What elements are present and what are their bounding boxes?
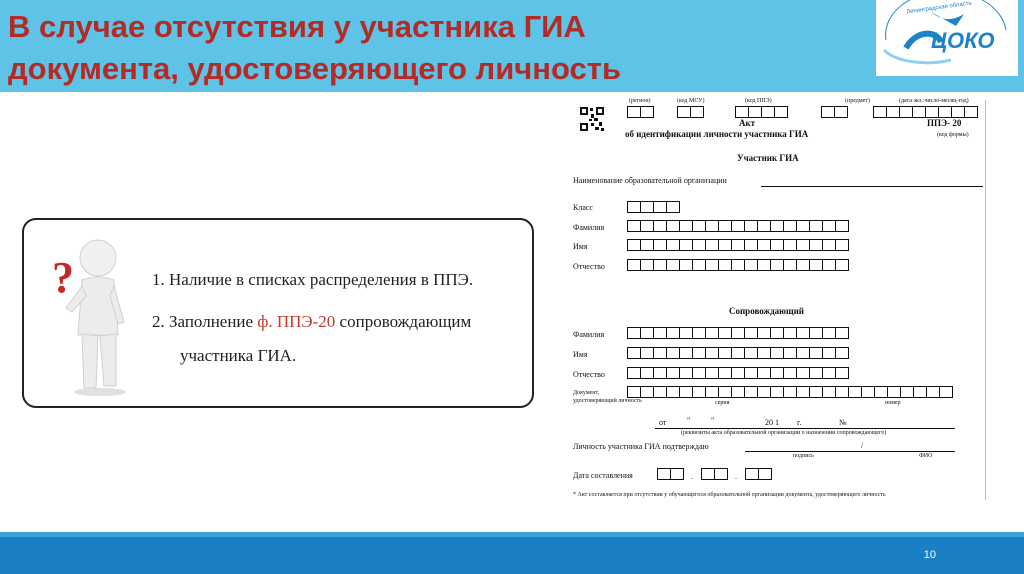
list-item-2-prefix: 2. Заполнение [152,312,258,331]
surname-boxes [627,220,848,232]
subject-label: (предмет) [845,98,870,104]
msu-boxes [677,106,703,118]
form-reference-link: ф. ППЭ-20 [257,312,336,331]
thinking-figure-icon [46,230,126,400]
msu-label: (код МСУ) [677,98,705,104]
escort-patronymic-boxes [627,367,848,379]
surname-label: Фамилия [573,223,605,232]
subject-boxes [821,106,847,118]
class-boxes [627,201,679,213]
slide-title [8,6,621,90]
logo-arc-text: Ленинградская область [905,0,972,16]
region-label: (регион) [629,98,651,104]
requisites-note: (реквизиты акта образовательной организации о назначении сопровождающего) [681,430,887,436]
title-line-1: В случае отсутствия у участника ГИА [8,9,586,44]
form-code: ППЭ- 20 [927,118,962,128]
sign-label: подпись [793,453,814,459]
ppe20-form [555,96,987,516]
date-dot-1: . [691,472,693,481]
list-item-2 [152,312,471,332]
exam-date-boxes [873,106,977,118]
form-edge [985,100,986,500]
patronymic-label: Отчество [573,262,605,271]
list-item-2-line2: участника ГИА. [180,346,297,365]
org-label: Наименование образовательной организации [573,176,727,185]
act-number-label: № [839,418,847,427]
participant-section-title: Участник ГИА [737,153,799,163]
svg-text:?: ? [52,253,74,302]
escort-name-label: Имя [573,350,588,359]
class-label: Класс [573,203,593,212]
quote-open: " [687,416,691,425]
title-line-2: документа, удостоверяющего личность [8,51,622,86]
footer-bar [0,532,1024,574]
region-boxes [627,106,653,118]
slash: / [861,441,864,450]
confirm-line [745,451,955,452]
name-label: Имя [573,242,588,251]
from-label: от [659,418,667,427]
info-card [22,218,534,408]
escort-surname-boxes [627,327,848,339]
ppe-code-boxes [735,106,787,118]
form-code-note: (код формы) [937,132,969,138]
ppe-code-label: (код ППЭ) [745,98,772,104]
page-number: 10 [923,549,936,561]
year-label: 20 1 [765,418,779,427]
list-item-2-suffix: сопровождающим [335,312,472,331]
escort-surname-label: Фамилия [573,330,605,339]
date-year-boxes [745,468,771,480]
escort-patronymic-label: Отчество [573,370,605,379]
date-dot-2: . [735,472,737,481]
org-line [761,186,983,187]
series-label: серия [715,400,730,406]
date-month-boxes [701,468,727,480]
quote-close: " [711,416,715,425]
logo-text: ЦОКО [931,28,995,53]
doc-series-boxes [627,386,952,398]
number-label: номер [885,400,901,406]
coko-logo [876,0,1018,76]
fio-label: ФИО [919,453,933,459]
date-day-boxes [657,468,683,480]
footnote: * Акт составляется при отсутствии у обучающегося образовательной организации документа, удостоверяющего личность [573,492,886,498]
requisites-line [655,428,955,429]
escort-name-boxes [627,347,848,359]
patronymic-boxes [627,259,848,271]
qr-code-icon [579,106,605,132]
year-suffix: г. [797,418,802,427]
list-item-1: 1. Наличие в списках распределения в ППЭ. [152,270,474,289]
act-title: об идентификации личности участника ГИА [625,129,809,139]
name-boxes [627,239,848,251]
doc-label-2: удостоверяющий личность [573,398,642,404]
doc-label-1: Документ, [573,390,600,396]
act-word: Акт [739,118,756,128]
confirm-label: Личность участника ГИА подтверждаю [573,442,709,451]
escort-section-title: Сопровождающий [729,306,804,316]
date-label: Дата составления [573,471,633,480]
exam-date-label: (дата экз.:число-месяц-год) [899,98,969,104]
